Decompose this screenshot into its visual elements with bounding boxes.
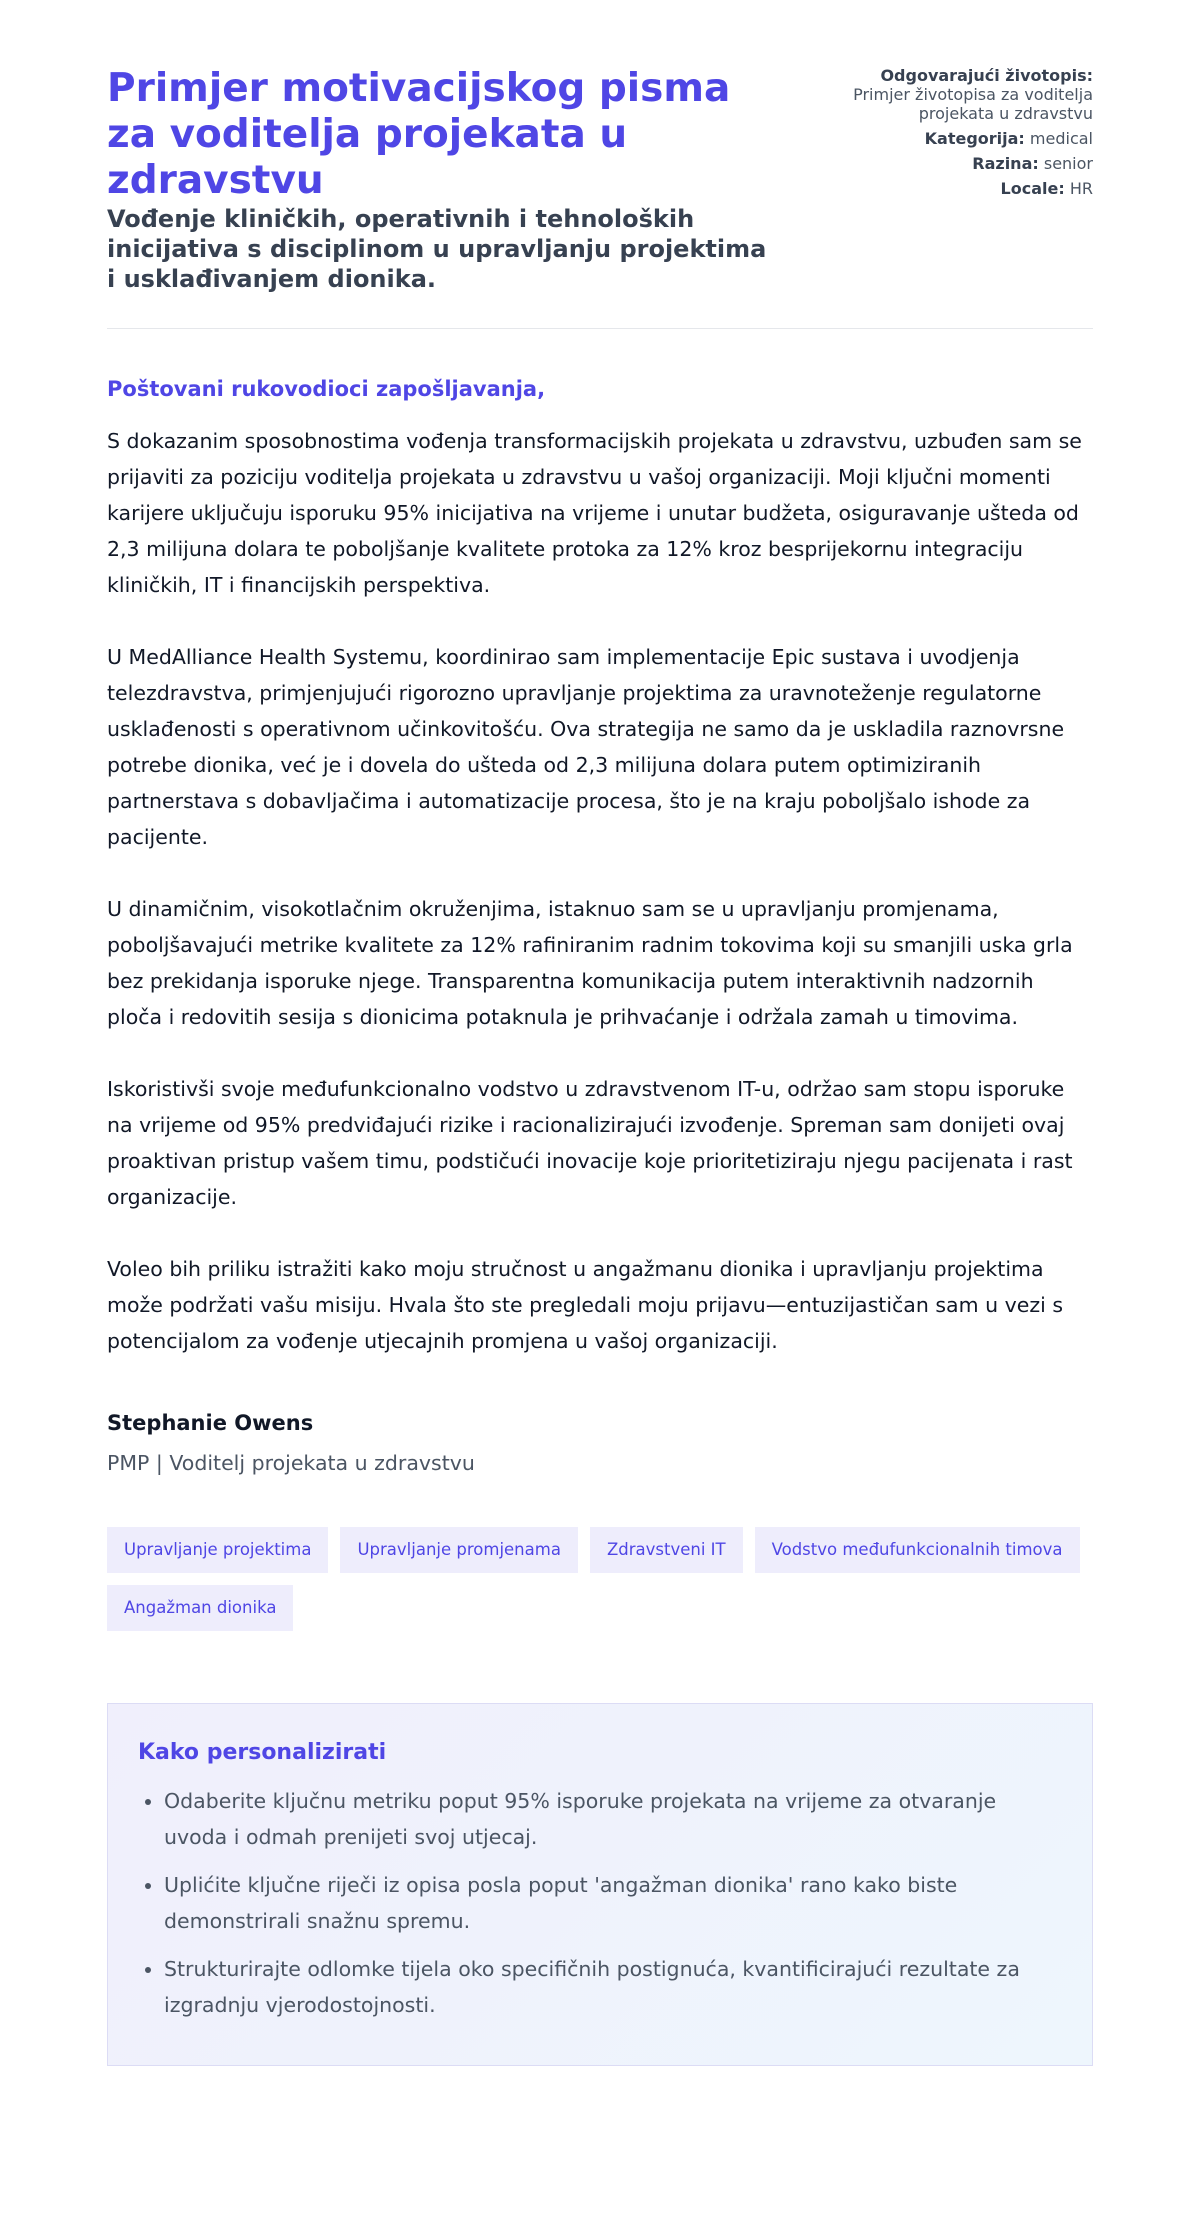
level-value: senior bbox=[1043, 154, 1093, 173]
paragraph: U dinamičnim, visokotlačnim okruženjima, istaknuo sam se u upravljanju promjenama, poboljšavajući metrike kvalitete za 12% rafiniranim radnim tokovima koji su smanjili uska grla bez prekidanja isporuke njege. Transparentna komunikacija putem interaktivnih nadzornih ploča i redovitih sesija s dionicima potaknula je prihvaćanje i održala zamah u timovima. bbox=[107, 897, 1073, 1029]
greeting: Poštovani rukovodioci zapošljavanja, bbox=[107, 377, 546, 401]
paragraph: Iskoristivši svoje međufunkcionalno vodstvo u zdravstvenom IT-u, održao sam stopu isporuke na vrijeme od 95% predviđajući rizike i racionalizirajući izvođenje. Spreman sam donijeti ovaj proaktivan pristup vašem timu, podstičući inovacije koje prioritetiziraju njegu pacijenata i rast organizacije. bbox=[107, 1077, 1073, 1209]
page-title: Primjer motivacijskog pisma za voditelja projekata u zdravstvu bbox=[107, 66, 731, 203]
signature-name: Stephanie Owens bbox=[107, 1411, 314, 1435]
category-value: medical bbox=[1029, 129, 1093, 148]
skill-tag: Zdravstveni IT bbox=[590, 1527, 743, 1573]
meta-info bbox=[803, 66, 1093, 294]
divider bbox=[107, 328, 1093, 329]
paragraph: S dokazanim sposobnostima vođenja transformacijskih projekata u zdravstvu, uzbuđen sam se prijaviti za poziciju voditelja projekata u zdravstvu u vašoj organizaciji. Moji ključni momenti karijere uključuju isporuku 95% inicijativa na vrijeme i unutar budžeta, osiguravanje ušteda od 2,3 milijuna dolara te poboljšanje kvalitete protoka za 12% kroz besprijekornu integraciju kliničkih, IT i financijskih perspektiva. bbox=[107, 429, 1082, 597]
page-subtitle: Vođenje kliničkih, operativnih i tehnoloških inicijativa s disciplinom u upravljanju projektima i usklađivanjem dionika. bbox=[107, 205, 767, 293]
signature-title: PMP | Voditelj projekata u zdravstvu bbox=[107, 1451, 475, 1475]
paragraph: U MedAlliance Health Systemu, koordinirao sam implementacije Epic sustava i uvodjenja telezdravstva, primjenjujući rigorozno upravljanje projektima za uravnoteženje regulatorne usklađenosti s operativnom učinkovitošću. Ova strategija ne samo da je uskladila raznovrsne potrebe dionika, već je i dovela do ušteda od 2,3 milijuna dolara putem optimiziranih partnerstava s dobavljačima i automatizacije procesa, što je na kraju poboljšalo ishode za pacijente. bbox=[107, 645, 1065, 849]
tip-item: • Odaberite ključnu metriku poput 95% isporuke projekata na vrijeme za otvaranje uvoda i odmah prenijeti svoj utjecaj. bbox=[164, 1783, 1062, 1855]
tips-title: Kako personalizirati bbox=[138, 1740, 387, 1765]
locale-value: HR bbox=[1069, 179, 1093, 198]
skill-tag: Angažman dionika bbox=[107, 1585, 293, 1631]
paragraph: Voleo bih priliku istražiti kako moju stručnost u angažmanu dionika i upravljanju projektima može podržati vašu misiju. Hvala što ste pregledali moju prijavu—entuzijastičan sam u vezi s potencijalom za vođenje utjecajnih promjena u vašoj organizaciji. bbox=[107, 1257, 1064, 1353]
skill-tags bbox=[107, 1527, 1093, 1631]
resume-link[interactable]: Primjer životopisa za voditelja projekata u zdravstvu bbox=[853, 85, 1093, 123]
header bbox=[107, 66, 1093, 294]
tip-item: • Uplićite ključne riječi iz opisa posla poput 'angažman dionika' rano kako biste demonstrirali snažnu spremu. bbox=[164, 1867, 1062, 1939]
skill-tag: Upravljanje projektima bbox=[107, 1527, 328, 1573]
locale-label: Locale: bbox=[1000, 179, 1065, 198]
skill-tag: Upravljanje promjenama bbox=[340, 1527, 577, 1573]
cover-letter bbox=[107, 66, 1093, 2066]
resume-label: Odgovarajući životopis: bbox=[880, 66, 1093, 85]
letter-body bbox=[107, 423, 1093, 1359]
skill-tag: Vodstvo međufunkcionalnih timova bbox=[755, 1527, 1080, 1573]
level-label: Razina: bbox=[972, 154, 1039, 173]
personalization-tips bbox=[107, 1703, 1093, 2066]
category-label: Kategorija: bbox=[924, 129, 1025, 148]
tip-item: • Strukturirajte odlomke tijela oko specifičnih postignuća, kvantificirajući rezultate za izgradnju vjerodostojnosti. bbox=[164, 1951, 1062, 2023]
